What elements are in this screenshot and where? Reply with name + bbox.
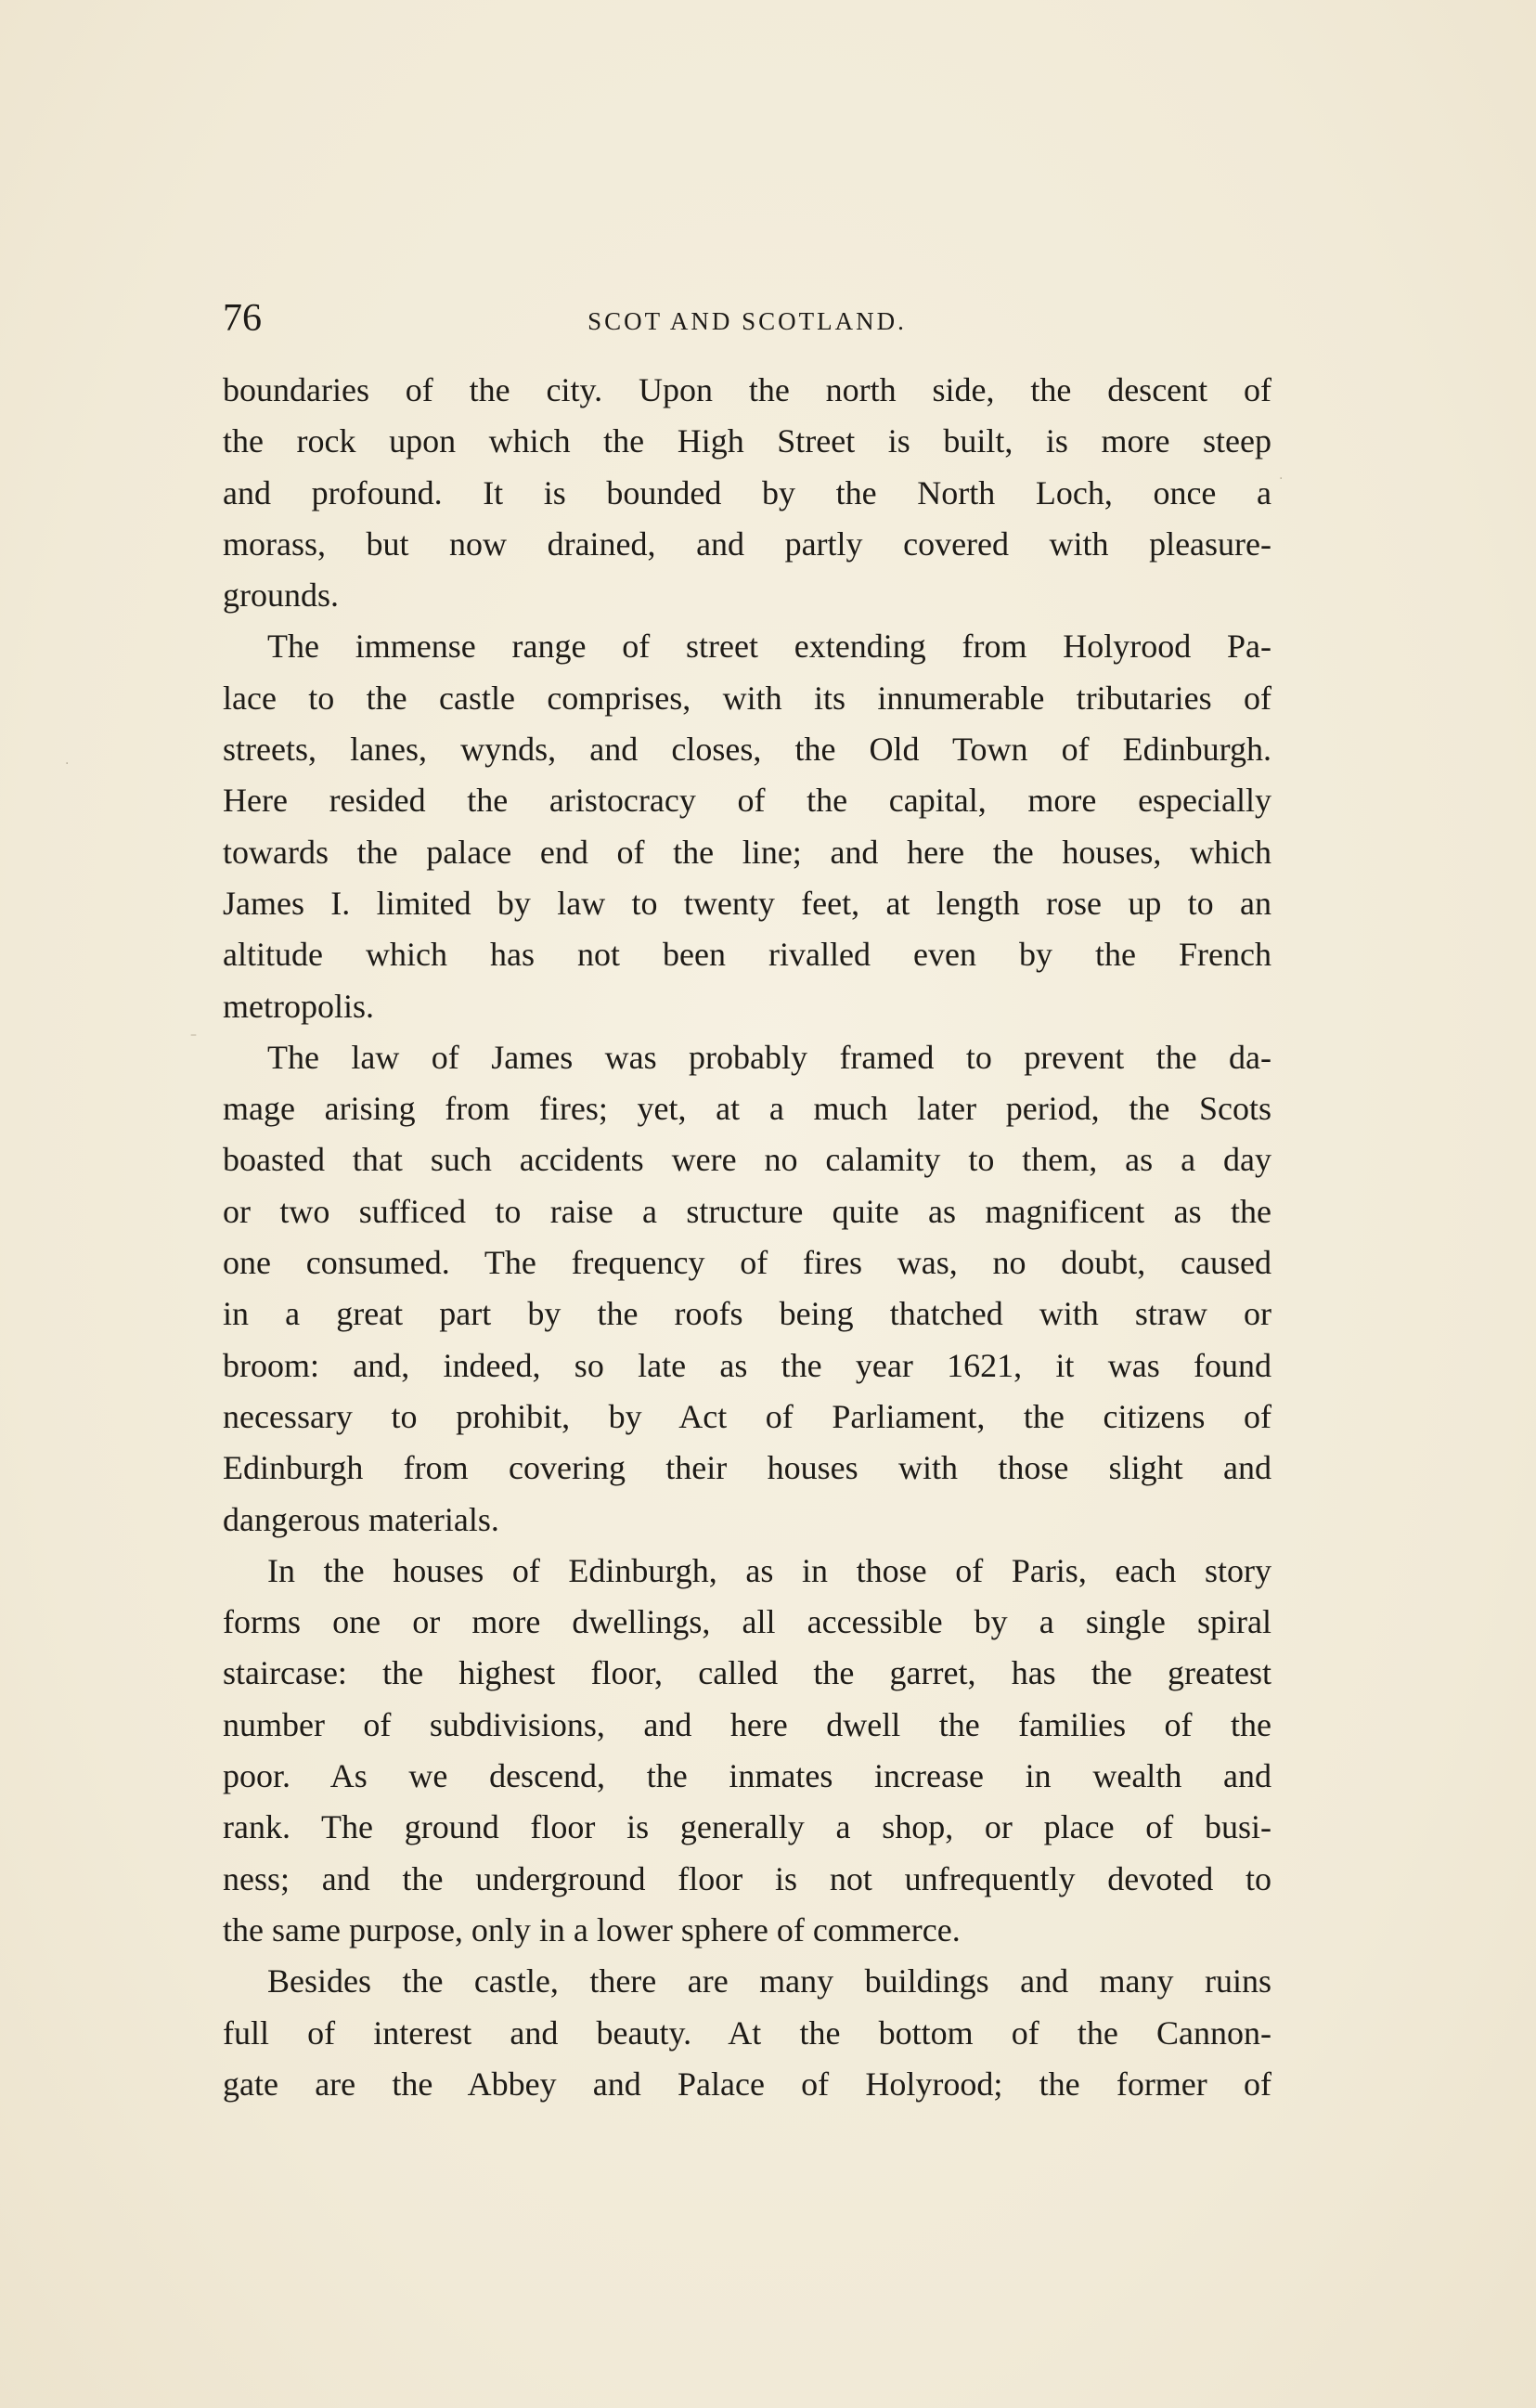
text-line: number of subdivisions, and here dwell the families of the [223, 1705, 1271, 1743]
text-line: dangerous materials. [223, 1500, 499, 1538]
text-line: broom: and, indeed, so late as the year 1621, it was found [223, 1346, 1271, 1384]
body-text [223, 365, 1271, 2110]
paragraph [223, 1956, 1271, 2110]
margin-speck: · [1279, 472, 1284, 486]
text-line: full of interest and beauty. At the bottom of the Cannon- [223, 2013, 1271, 2052]
text-line: rank. The ground floor is generally a shop, or place of busi- [223, 1808, 1271, 1846]
text-line: ness; and the underground floor is not unfrequently devoted to [223, 1859, 1271, 1897]
text-line: necessary to prohibit, by Act of Parliament, the citizens of [223, 1397, 1271, 1435]
text-line: streets, lanes, wynds, and closes, the Old Town of Edinburgh. [223, 731, 1271, 769]
paragraph [223, 621, 1271, 1031]
text-line: towards the palace end of the line; and here the houses, which [223, 833, 1271, 871]
paragraph [223, 365, 1271, 621]
text-line: gate are the Abbey and Palace of Holyrood; the former of [223, 2065, 1271, 2103]
paragraph [223, 1546, 1271, 1956]
text-line: or two sufficed to raise a structure quite as magnificent as the [223, 1192, 1271, 1230]
text-line: The immense range of street extending from Holyrood Pa- [267, 628, 1271, 666]
paragraph [223, 1032, 1271, 1546]
page-header [223, 295, 1271, 351]
text-line: boasted that such accidents were no calamity to them, as a day [223, 1141, 1271, 1179]
text-line: the same purpose, only in a lower sphere of commerce. [223, 1910, 961, 1948]
text-line: lace to the castle comprises, with its innumerable tributaries of [223, 679, 1271, 717]
text-line: morass, but now drained, and partly covered with pleasure- [223, 524, 1271, 563]
text-line: Besides the castle, there are many buildings and many ruins [267, 1962, 1271, 2000]
text-line: poor. As we descend, the inmates increase in wealth and [223, 1757, 1271, 1795]
text-line: staircase: the highest floor, called the garret, has the greatest [223, 1654, 1271, 1692]
page-number: 76 [223, 297, 262, 340]
margin-speck: – [190, 1028, 197, 1042]
text-line: boundaries of the city. Upon the north side, the descent of [223, 371, 1271, 408]
running-head: SCOT AND SCOTLAND. [587, 307, 907, 335]
text-line: forms one or more dwellings, all accessible by a single spiral [223, 1603, 1271, 1641]
text-line: the rock upon which the High Street is built, is more steep [223, 422, 1271, 460]
text-line: metropolis. [223, 987, 374, 1025]
text-line: The law of James was probably framed to prevent the da- [267, 1038, 1271, 1076]
text-line: mage arising from fires; yet, at a much later period, the Scots [223, 1090, 1271, 1128]
text-line: in a great part by the roofs being thatched with straw or [223, 1295, 1271, 1333]
text-line: James I. limited by law to twenty feet, at length rose up to an [223, 884, 1271, 922]
text-line: In the houses of Edinburgh, as in those of Paris, each story [267, 1551, 1271, 1589]
text-line: and profound. It is bounded by the North Loch, once a [223, 473, 1271, 511]
text-line: one consumed. The frequency of fires was, no doubt, caused [223, 1244, 1271, 1282]
text-line: altitude which has not been rivalled even by the French [223, 936, 1271, 974]
text-line: Here resided the aristocracy of the capital, more especially [223, 782, 1271, 820]
text-line: Edinburgh from covering their houses with those slight and [223, 1449, 1271, 1487]
margin-speck: · [65, 757, 70, 771]
text-line: grounds. [223, 576, 339, 615]
